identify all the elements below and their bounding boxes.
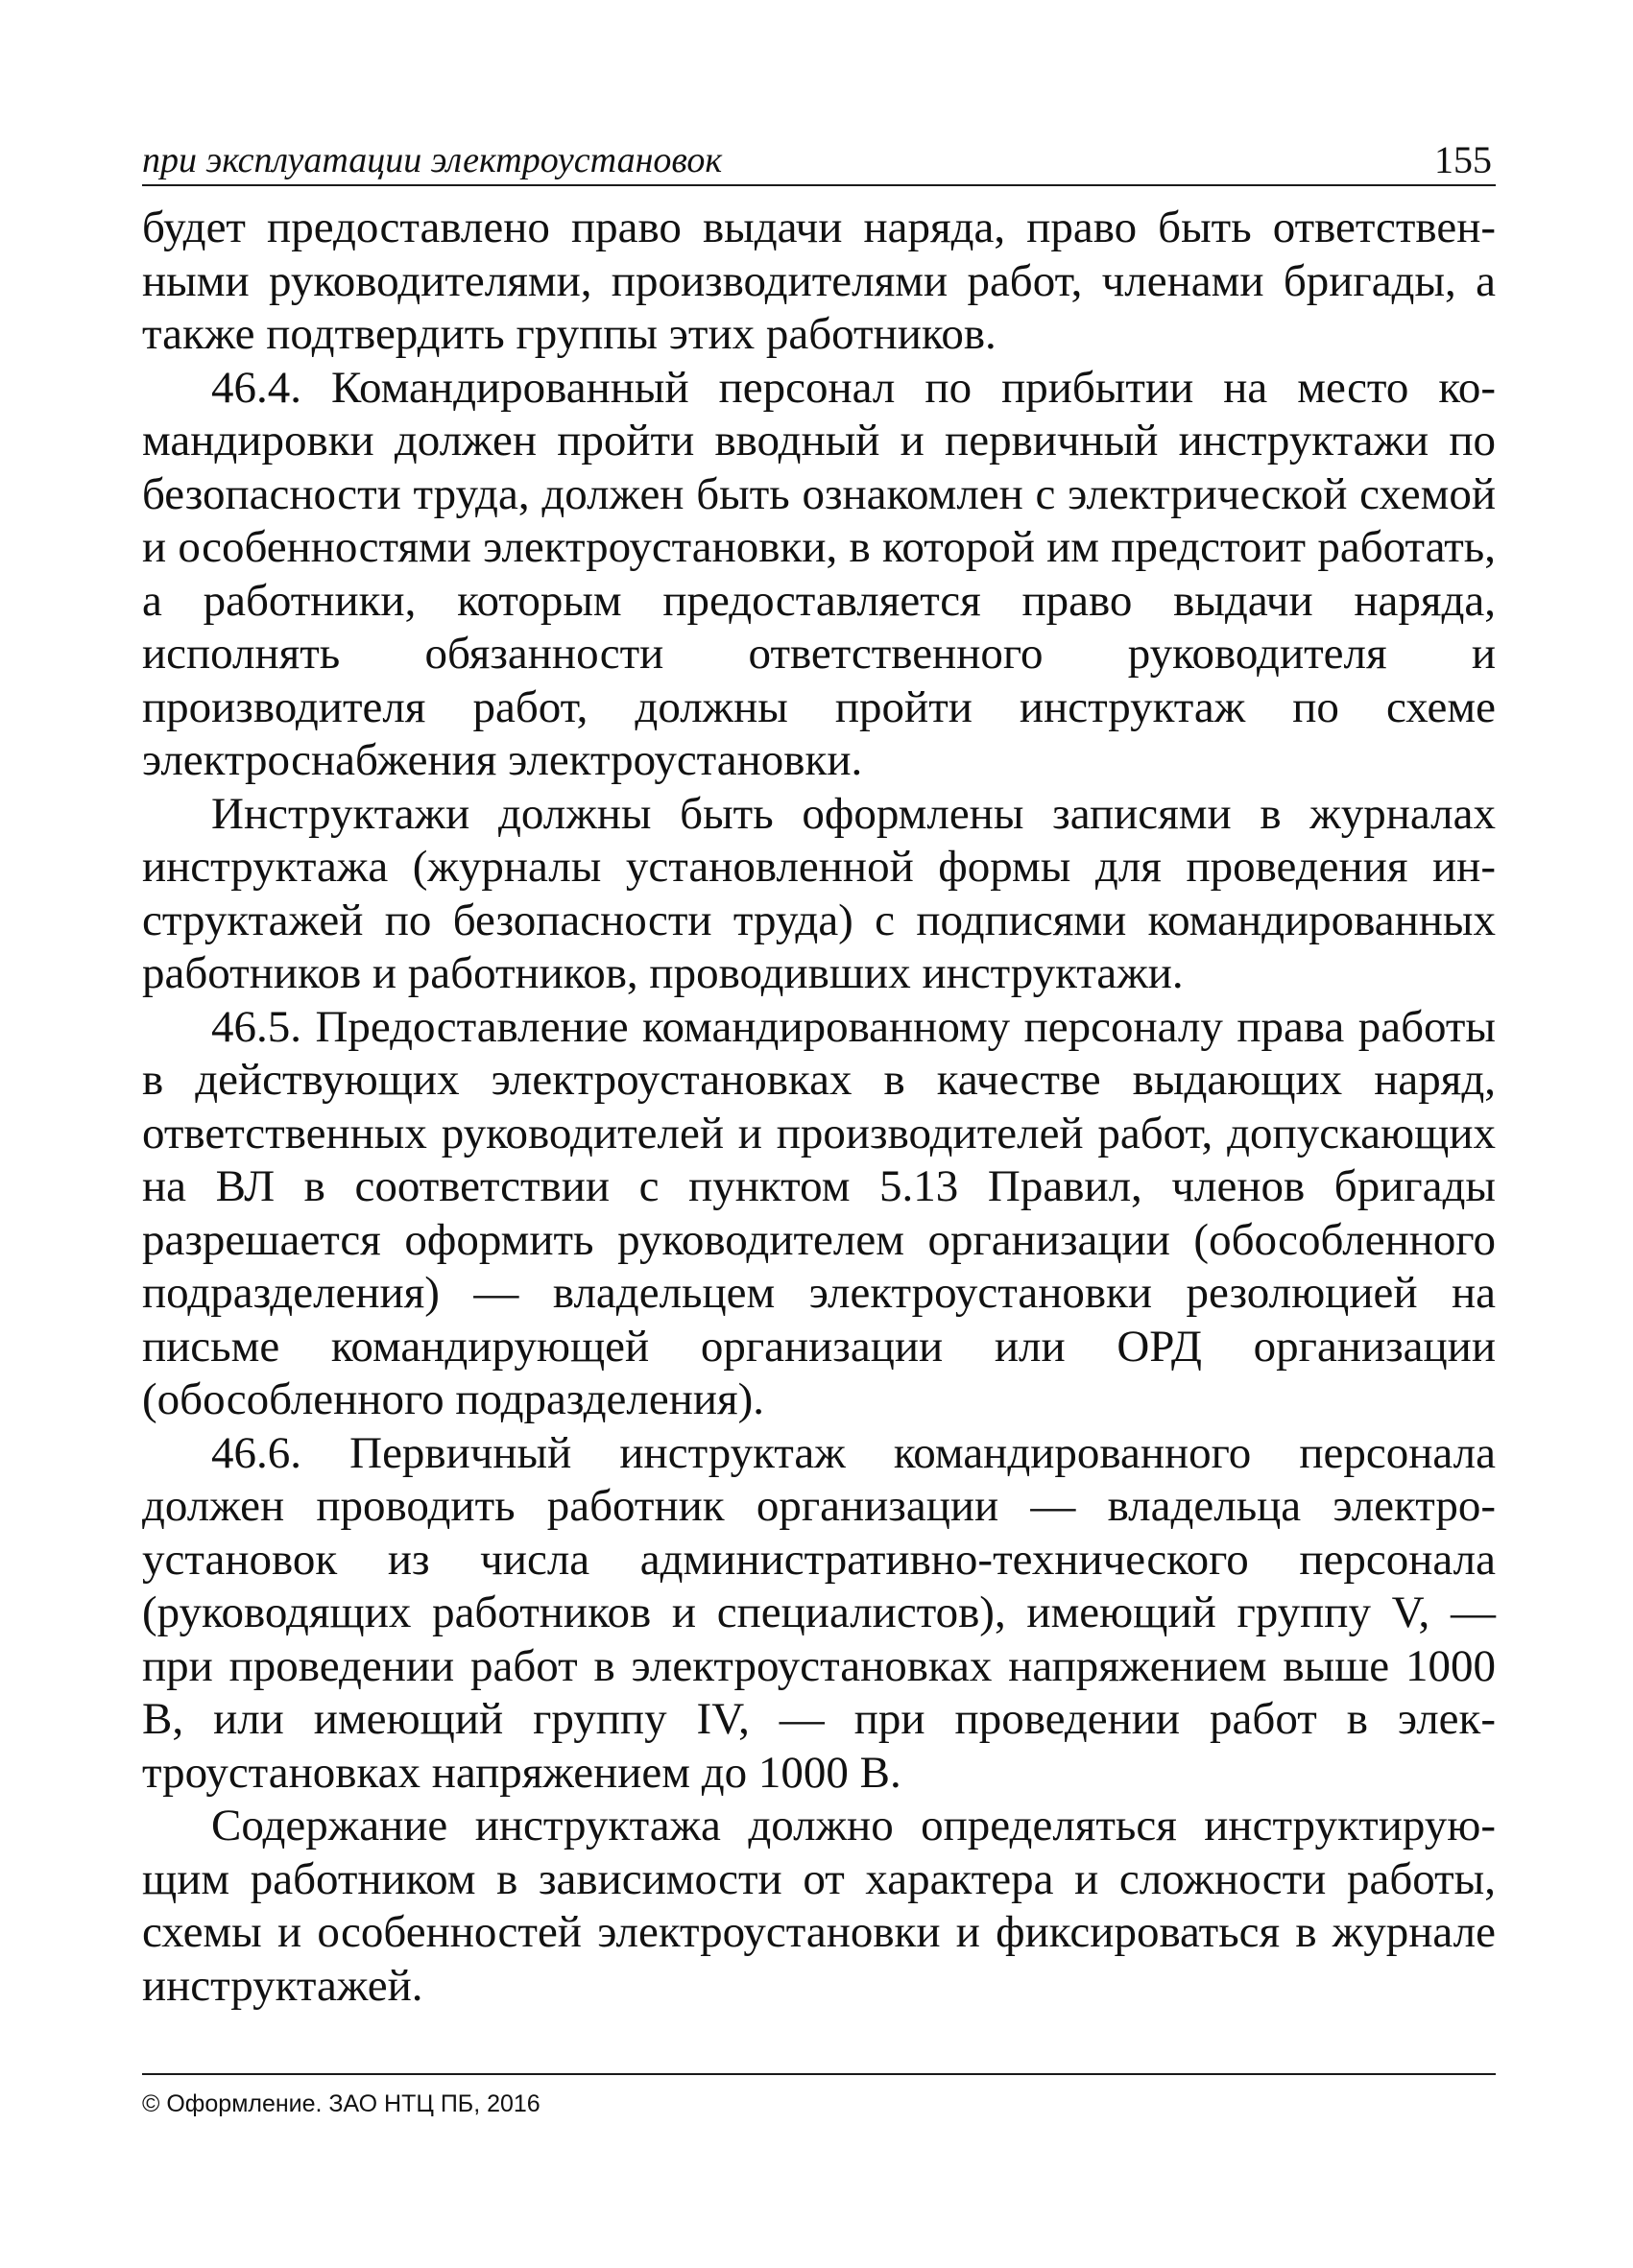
copyright-notice: © Оформление. ЗАО НТЦ ПБ, 2016 bbox=[142, 2090, 540, 2117]
paragraph-briefing-content: Содержание инструктажа должно определяться инструктирующим работником в зависимости от характера и сложности работы, схемы и особенностей электроустановки и фиксироваться в журнале инструктажей. bbox=[142, 1801, 1496, 2011]
running-header bbox=[142, 123, 1496, 186]
body-text bbox=[142, 202, 1496, 2013]
running-title: при эксплуатации электроустановок bbox=[142, 140, 723, 180]
paragraph-46-5: 46.5. Предоставление командированному персоналу права работы в действующих электроустановках в качестве выдающих наряд, ответственных руководителей и производителей работ, допускающих на ВЛ в соответствии с пунктом 5.13 Правил, членов бригады разрешается оформить руководителем организации (обособленного подразделения) — владельцем электроустановки резолюцией на письме командирующей организации или ОРД организации (обособленного подразделения). bbox=[142, 1001, 1496, 1424]
page-footer bbox=[142, 2073, 1496, 2119]
paragraph-46-6: 46.6. Первичный инструктаж командированного персонала должен проводить работник организации — владельца электроустановок из числа административно-технического персонала (руководящих работников и специалистов), имеющий группу V, — при проведении работ в электроустановках напряжением выше 1000 В, или имеющий группу IV, — при проведении работ в электроустановках напряжением до 1000 В. bbox=[142, 1427, 1496, 1798]
document-page bbox=[142, 123, 1496, 2013]
paragraph-46-4: 46.4. Командированный персонал по прибытии на место командировки должен пройти вводный и первичный инструктажи по безопасности труда, должен быть ознакомлен с электрической схемой и особенностями электроустановки, в которой им предстоит работать, а работники, которым предоставляется право выдачи наряда, исполнять обязанности ответственного руководителя и производителя работ, должны пройти инструктаж по схеме электроснабжения электроустановки. bbox=[142, 362, 1496, 785]
paragraph-briefing-records: Инструктажи должны быть оформлены записями в журналах инструктажа (журналы установленной формы для проведения инструктажей по безопасности труда) с подписями командированных работников и работников, проводивших инструктажи. bbox=[142, 788, 1496, 998]
paragraph-continuation: будет предоставлено право выдачи наряда, право быть ответственными руководителями, производителями работ, членами бригады, а также подтвердить группы этих работников. bbox=[142, 203, 1496, 359]
page-number: 155 bbox=[1434, 138, 1492, 181]
